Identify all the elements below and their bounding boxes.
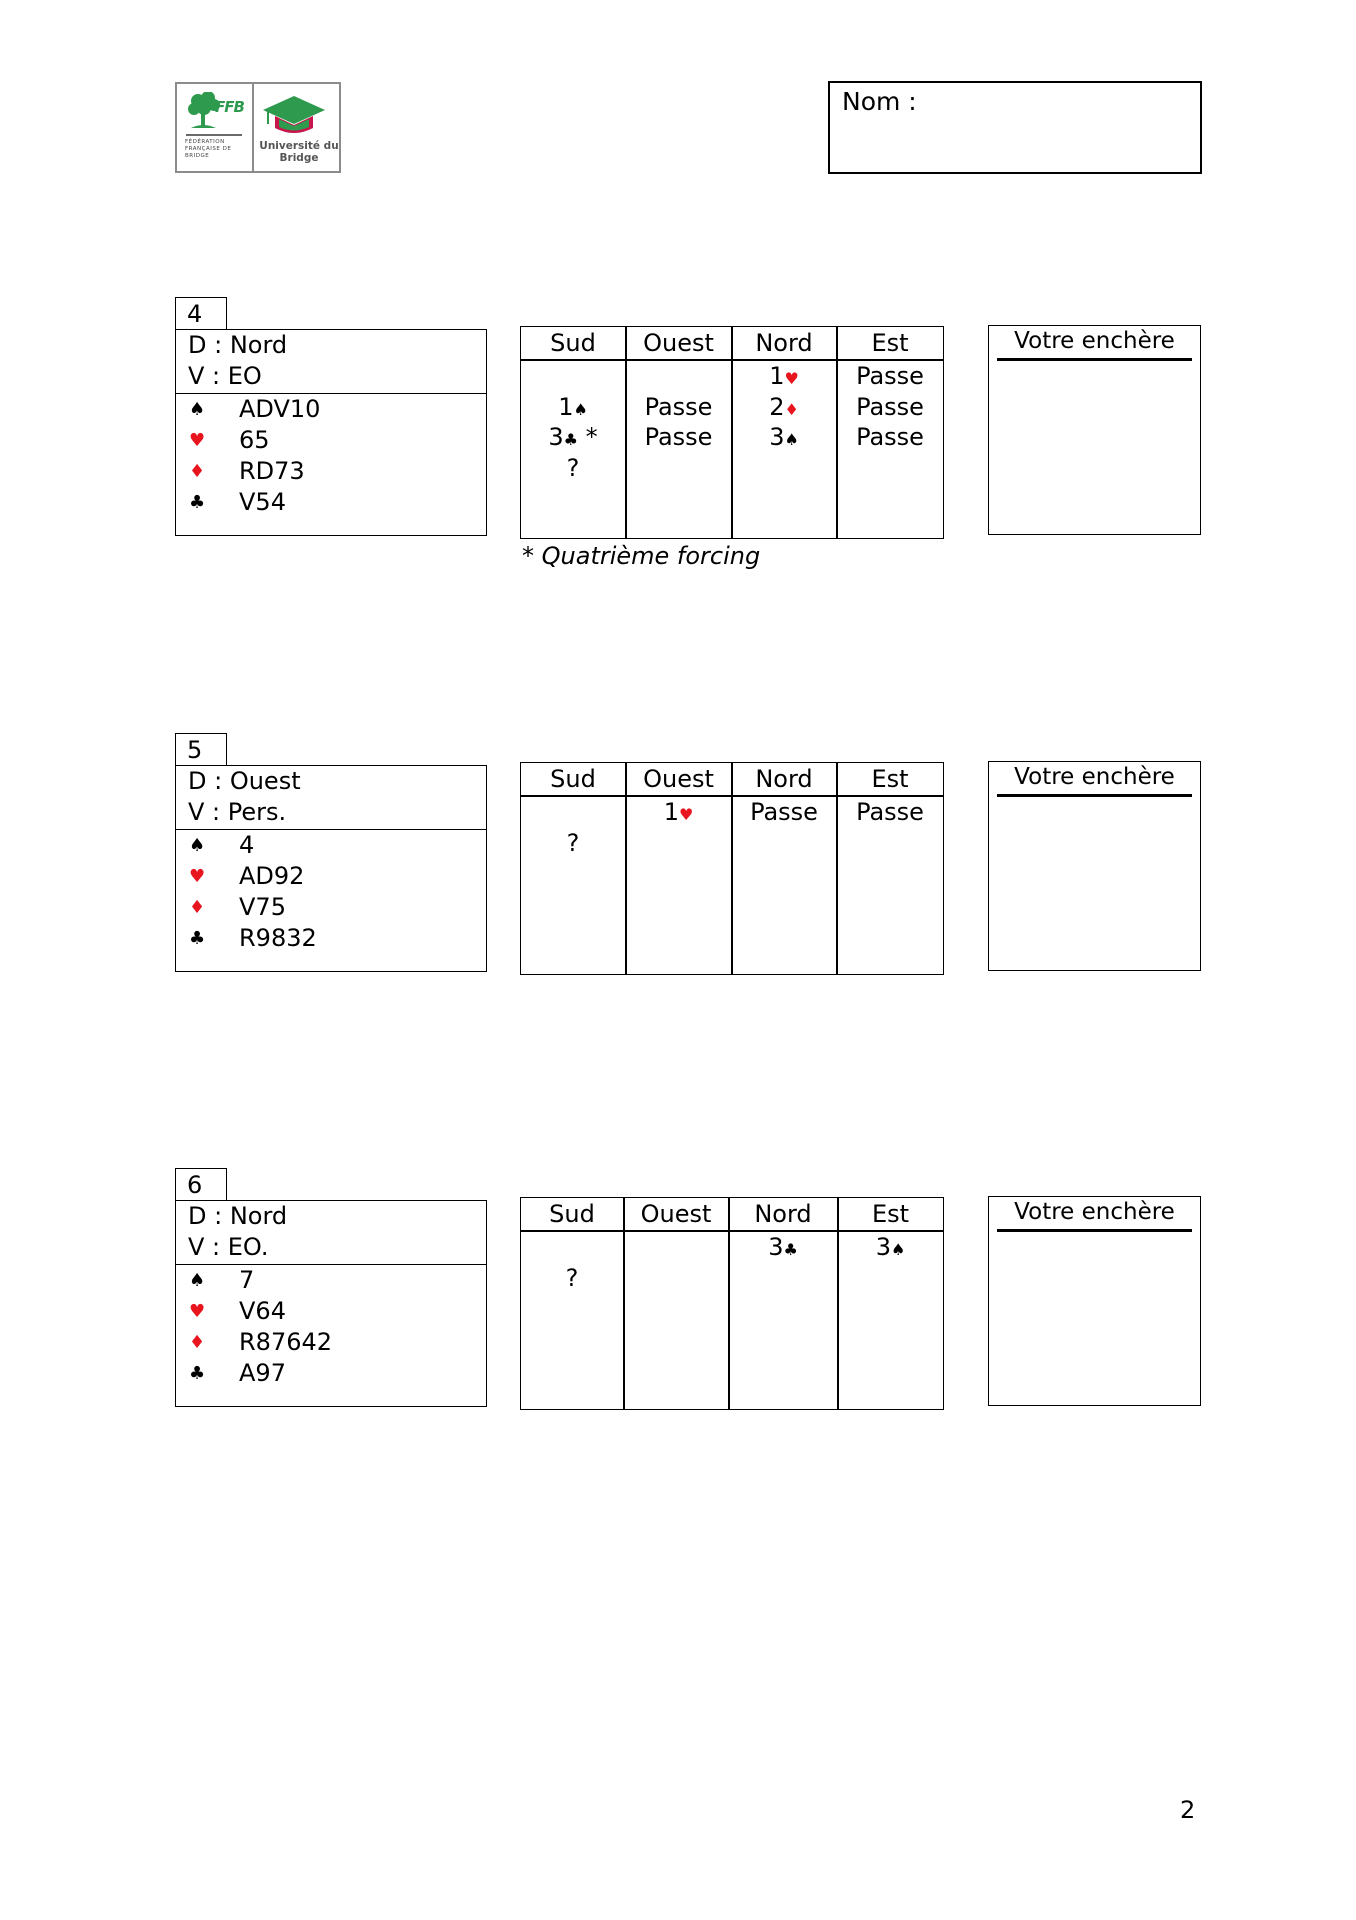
diamond-holding	[176, 892, 486, 923]
bid-cell-question: ?	[565, 1264, 579, 1292]
vulnerability: V : EO.	[188, 1233, 269, 1261]
graduation-cap-icon	[259, 92, 329, 140]
bid-cell: 1♥	[663, 798, 694, 826]
club-icon: ♣	[189, 1363, 206, 1384]
vulnerability: V : EO	[188, 362, 262, 390]
column-header-ouest: Ouest	[643, 765, 714, 793]
heart-icon: ♥	[189, 430, 206, 451]
spade-icon: ♠	[189, 835, 206, 856]
hand-box	[175, 329, 487, 536]
column-header-sud: Sud	[550, 765, 596, 793]
answer-box[interactable]	[988, 325, 1201, 535]
bid-cell: Passe	[644, 423, 713, 451]
heart-holding	[176, 861, 486, 892]
column-header-sud: Sud	[549, 1200, 595, 1228]
spade-cards: 4	[239, 831, 255, 859]
ffb-logo-subtitle: FÉDÉRATION FRANÇAISE DE BRIDGE	[185, 139, 232, 159]
diamond-icon: ♦	[189, 897, 206, 918]
logo-divider	[252, 84, 254, 171]
diamond-icon: ♦	[189, 1332, 206, 1353]
diamond-holding	[176, 456, 486, 487]
bid-cell: Passe	[856, 798, 924, 826]
hand-box	[175, 1200, 487, 1407]
name-label: Nom :	[842, 87, 917, 116]
club-cards: V54	[239, 488, 286, 516]
column-header-est: Est	[871, 329, 909, 357]
dealer: D : Nord	[188, 1202, 288, 1230]
bid-cell: Passe	[750, 798, 818, 826]
deal-number: 4	[175, 297, 227, 330]
club-icon: ♣	[189, 928, 206, 949]
bidding-table	[520, 1197, 944, 1410]
ffb-logo-text: FFB	[215, 98, 244, 116]
column-header-nord: Nord	[755, 765, 813, 793]
club-icon: ♣	[783, 1240, 798, 1259]
answer-label: Votre enchère	[1014, 764, 1175, 790]
spade-holding	[176, 394, 486, 425]
diamond-icon: ♦	[784, 400, 799, 419]
diamond-cards: V75	[239, 893, 286, 921]
dealer: D : Ouest	[188, 767, 301, 795]
bid-cell: 3♠	[875, 1233, 906, 1261]
club-holding	[176, 487, 486, 518]
deal-info	[176, 1201, 486, 1265]
bidding-table	[520, 762, 944, 975]
bid-cell: 3♠	[769, 423, 799, 451]
heart-cards: AD92	[239, 862, 305, 890]
university-logo-text: Université du Bridge	[259, 140, 339, 164]
vulnerability: V : Pers.	[188, 798, 287, 826]
bid-cell-question: ?	[566, 829, 580, 857]
heart-cards: V64	[239, 1297, 286, 1325]
club-icon: ♣	[189, 492, 206, 513]
bid-cell: 3♣	[768, 1233, 798, 1261]
bid-cell: 1♠	[558, 393, 588, 421]
club-icon: ♣	[563, 430, 578, 449]
diamond-holding	[176, 1327, 486, 1358]
spade-icon: ♠	[890, 1240, 906, 1259]
name-field[interactable]	[828, 81, 1202, 174]
answer-box[interactable]	[988, 1196, 1201, 1406]
hand-box	[175, 765, 487, 972]
spade-icon: ♠	[573, 400, 588, 419]
club-cards: R9832	[239, 924, 317, 952]
column-header-ouest: Ouest	[643, 329, 714, 357]
spade-cards: 7	[239, 1266, 255, 1294]
answer-rule	[997, 1229, 1192, 1232]
spade-icon: ♠	[189, 399, 206, 420]
ffb-university-logo	[175, 82, 341, 173]
bid-cell: 2♦	[769, 393, 799, 421]
spade-icon: ♠	[784, 430, 799, 449]
answer-rule	[997, 794, 1192, 797]
bid-cell: Passe	[644, 393, 713, 421]
club-cards: A97	[239, 1359, 286, 1387]
deal-info	[176, 766, 486, 830]
spade-holding	[176, 1265, 486, 1296]
heart-cards: 65	[239, 426, 270, 454]
answer-rule	[997, 358, 1192, 361]
spade-holding	[176, 830, 486, 861]
page-number: 2	[1180, 1796, 1196, 1824]
bid-cell: Passe	[856, 423, 924, 451]
answer-box[interactable]	[988, 761, 1201, 971]
heart-icon: ♥	[678, 805, 694, 824]
column-header-est: Est	[871, 765, 909, 793]
column-header-est: Est	[871, 1200, 910, 1228]
heart-holding	[176, 1296, 486, 1327]
heart-icon: ♥	[189, 866, 206, 887]
deal-number: 6	[175, 1168, 227, 1201]
bid-cell-question: ?	[566, 454, 580, 482]
diamond-cards: RD73	[239, 457, 305, 485]
club-holding	[176, 1358, 486, 1389]
spade-cards: ADV10	[239, 395, 321, 423]
bidding-note: * Quatrième forcing	[522, 542, 761, 570]
heart-icon: ♥	[784, 369, 799, 388]
heart-holding	[176, 425, 486, 456]
club-holding	[176, 923, 486, 954]
answer-label: Votre enchère	[1014, 1199, 1175, 1225]
spade-icon: ♠	[189, 1270, 206, 1291]
column-header-sud: Sud	[550, 329, 596, 357]
deal-info	[176, 330, 486, 394]
bid-cell: 1♥	[769, 362, 799, 390]
column-header-nord: Nord	[755, 329, 813, 357]
diamond-icon: ♦	[189, 461, 206, 482]
bidding-table	[520, 326, 944, 539]
diamond-cards: R87642	[239, 1328, 333, 1356]
dealer: D : Nord	[188, 331, 288, 359]
bid-cell: 3♣ *	[548, 423, 598, 451]
heart-icon: ♥	[189, 1301, 206, 1322]
column-header-nord: Nord	[754, 1200, 812, 1228]
column-header-ouest: Ouest	[640, 1200, 712, 1228]
deal-number: 5	[175, 733, 227, 766]
bid-cell: Passe	[856, 362, 924, 390]
logo-rule	[186, 134, 242, 136]
answer-label: Votre enchère	[1014, 328, 1175, 354]
bid-cell: Passe	[856, 393, 924, 421]
